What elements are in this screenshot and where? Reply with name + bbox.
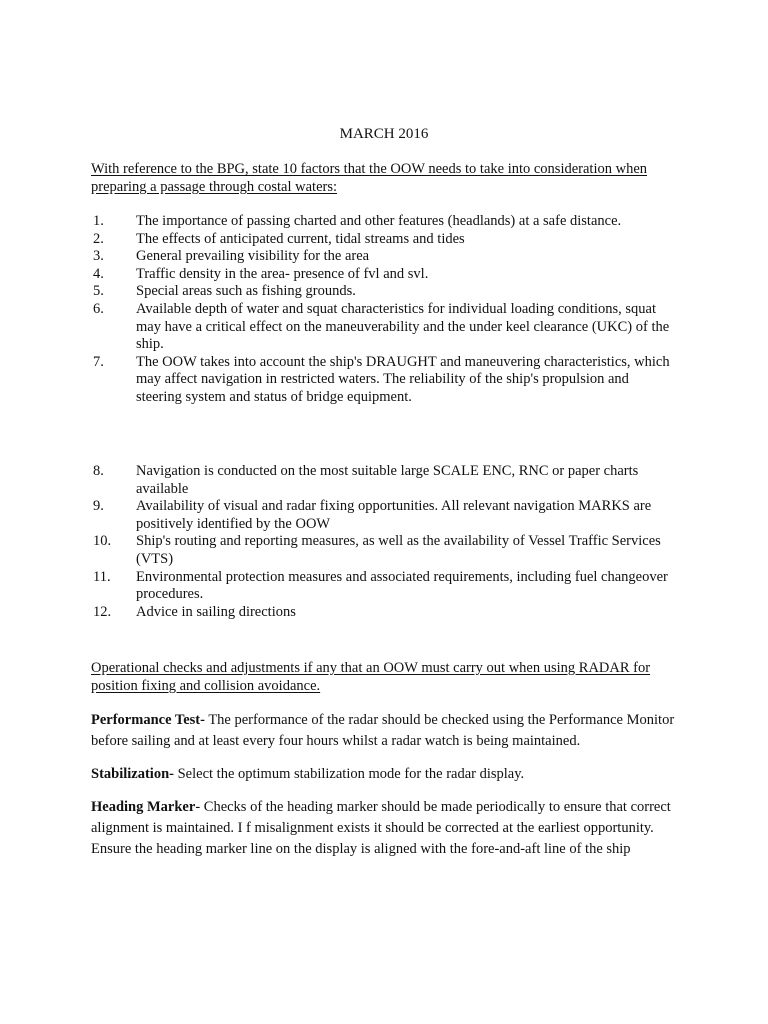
list-item [0, 569, 676, 604]
list-item [0, 498, 676, 533]
paragraph-label: Stabilization- [91, 766, 174, 782]
list-item-text: General prevailing visibility for the area [136, 248, 370, 265]
list-item [0, 463, 676, 498]
list-item-number: 2. [93, 230, 104, 247]
paragraph-text: - Checks of the heading marker should be made periodically to ensure that correct alignment is maintained. I f misalignment exists it should be corrected at the earliest opportunity. Ensure the heading marker line on the display is aligned with the fore-and-aft line of the ship [91, 799, 671, 857]
list-item [0, 604, 676, 622]
paragraph-heading-marker [91, 797, 681, 860]
document-heading: MARCH 2016 [339, 126, 429, 142]
list-item [0, 248, 676, 266]
list-item-number: 6. [93, 300, 104, 317]
list-item [0, 354, 676, 407]
paragraph-text: Select the optimum stabilization mode for the radar display. [173, 766, 525, 782]
list-item-number: 4. [93, 265, 104, 282]
list-item-text: Traffic density in the area- presence of fvl and svl. [136, 265, 429, 282]
list-item-number: 11. [93, 568, 111, 585]
list-item [0, 301, 676, 354]
list-item-text: The importance of passing charted and other features (headlands) at a safe distance. [136, 213, 622, 229]
list-item-number: 3. [93, 248, 104, 265]
paragraph-performance-test [91, 710, 681, 752]
list-item-text: Availability of visual and radar fixing opportunities. All relevant navigation MARKS are positively identified by the OOW [136, 498, 652, 532]
question-radar-checks: Operational checks and adjustments if any that an OOW must carry out when using RADAR for position fixing and collision avoidance. [91, 660, 651, 694]
list-item-number: 7. [93, 353, 104, 370]
list-item-text: Ship's routing and reporting measures, as well as the availability of Vessel Traffic Services (VTS) [136, 533, 661, 567]
list-item [0, 283, 676, 301]
list-item-text: Available depth of water and squat characteristics for individual loading conditions, squat may have a critical effect on the maneuverability and the under keel clearance (UKC) of the ship. [136, 300, 670, 353]
list-item [0, 213, 676, 231]
list-item-text: Advice in sailing directions [136, 603, 296, 620]
list-item-number: 1. [93, 213, 104, 229]
paragraph-text: The performance of the radar should be checked using the Performance Monitor before sailing and at least every four hours whilst a radar watch is being maintained. [91, 712, 675, 749]
list-item-text: Navigation is conducted on the most suitable large SCALE ENC, RNC or paper charts available [136, 463, 639, 497]
question-bpg-factors: With reference to the BPG, state 10 factors that the OOW needs to take into consideration when preparing a passage through costal waters: [91, 161, 648, 195]
list-item-number: 10. [93, 533, 112, 550]
list-item-text: The OOW takes into account the ship's DRAUGHT and maneuvering characteristics, which may affect navigation in restricted waters. The reliability of the ship's propulsion and steering system and status of bridge equipment. [136, 353, 670, 405]
list-item [0, 231, 676, 249]
list-item-text: Special areas such as fishing grounds. [136, 283, 356, 300]
list-item-number: 5. [93, 283, 104, 300]
paragraph-label: Heading Marker [91, 799, 196, 815]
list-item-text: The effects of anticipated current, tidal streams and tides [136, 230, 465, 247]
paragraph-label: Performance Test- [91, 712, 205, 728]
factor-list-part-1 [0, 213, 676, 407]
list-item-number: 12. [93, 603, 112, 620]
list-item [0, 266, 676, 284]
list-item [0, 533, 676, 568]
factor-list-part-2 [0, 463, 676, 621]
list-item-number: 8. [93, 463, 104, 479]
list-item-text: Environmental protection measures and associated requirements, including fuel changeover procedures. [136, 568, 668, 603]
list-item-number: 9. [93, 498, 104, 515]
paragraph-stabilization [91, 764, 681, 785]
